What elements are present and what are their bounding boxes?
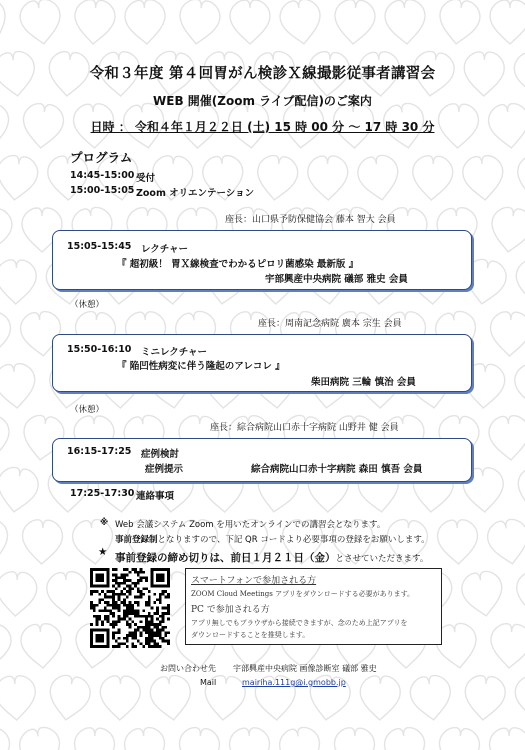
heart-outline-icon bbox=[436, 0, 482, 47]
schedule-label: Zoom オリエンテーション bbox=[136, 188, 255, 199]
heart-outline-icon bbox=[71, 518, 115, 566]
session-chair: 座長：山口県予防保健協会 藤本 智大 会員 bbox=[225, 215, 396, 225]
heart-outline-icon bbox=[360, 676, 401, 721]
heart-outline-icon bbox=[0, 623, 12, 670]
break-label: （休憩） bbox=[70, 300, 105, 310]
heart-outline-icon bbox=[46, 673, 92, 723]
heart-outline-icon bbox=[485, 517, 525, 567]
heart-outline-icon bbox=[514, 675, 525, 721]
session-type: レクチャー bbox=[141, 244, 189, 255]
note-deadline: 事前登録の締め切りは、前日１月２１日（金）とさせていただきます。 bbox=[115, 552, 429, 564]
qr-code[interactable] bbox=[90, 568, 170, 648]
heart-outline-icon bbox=[463, 674, 507, 721]
heart-outline-icon bbox=[123, 726, 167, 750]
session-speaker: 綜合病院山口赤十字病院 森田 慎吾 会員 bbox=[251, 464, 423, 475]
heart-outline-icon bbox=[489, 727, 525, 750]
registration-emphasis: 事前登録制 bbox=[115, 535, 158, 545]
heart-outline-icon bbox=[0, 415, 11, 462]
session-type: ミニレクチャー bbox=[141, 347, 208, 358]
heart-outline-icon bbox=[488, 415, 525, 462]
email-link[interactable]: mairiha.111g@i.gmobb.jp bbox=[242, 678, 346, 687]
heart-outline-icon bbox=[0, 260, 37, 305]
heart-outline-icon bbox=[514, 154, 525, 203]
heart-outline-icon bbox=[45, 570, 89, 617]
heart-outline-icon bbox=[333, 0, 376, 45]
session-time: 15:05-15:45 bbox=[67, 241, 132, 252]
heart-outline-icon bbox=[383, 726, 427, 750]
heart-outline-icon bbox=[278, 0, 324, 47]
heart-outline-icon bbox=[490, 0, 525, 44]
heart-outline-icon bbox=[230, 0, 270, 44]
star-mark: ★ bbox=[98, 546, 108, 558]
heart-outline-icon bbox=[489, 623, 525, 670]
session-speaker: 宇部興産中央病院 礒部 雅史 会員 bbox=[265, 274, 408, 285]
session-title: 『 陥凹性病変に伴う隆起のアレコレ 』 bbox=[117, 361, 285, 372]
contact-label: お問い合わせ先 bbox=[160, 664, 216, 673]
smartphone-heading: スマートフォンで参加される方 bbox=[191, 576, 317, 586]
session-type: 症例検討 bbox=[141, 449, 180, 460]
heart-outline-icon bbox=[461, 154, 505, 201]
note-mark: ※ bbox=[100, 518, 109, 528]
pc-heading: PC で参加される方 bbox=[191, 605, 270, 615]
schedule-time: 17:25-17:30 bbox=[70, 488, 135, 499]
heart-outline-icon bbox=[124, 0, 167, 45]
session-title: 『 超初級！ 胃Ｘ線検査でわかるピロリ菌感染 最新版 』 bbox=[117, 259, 359, 270]
heart-outline-icon bbox=[177, 726, 221, 750]
session-box bbox=[52, 334, 472, 392]
heart-outline-icon bbox=[100, 676, 141, 721]
heart-outline-icon bbox=[17, 725, 64, 750]
heart-outline-icon bbox=[437, 519, 479, 564]
session-box bbox=[52, 438, 472, 482]
program-heading: プログラム bbox=[70, 150, 133, 165]
pc-text-line2: ダウンロードすることを推奨します。 bbox=[191, 631, 310, 639]
heart-outline-icon bbox=[22, 519, 64, 564]
heart-outline-icon bbox=[0, 362, 37, 409]
heart-outline-icon bbox=[0, 0, 14, 50]
heart-outline-icon bbox=[0, 571, 38, 617]
session-box bbox=[52, 230, 472, 290]
page-subtitle: WEB 開催(Zoom ライブ配信)のご案内 bbox=[153, 94, 372, 108]
heart-outline-icon bbox=[0, 517, 12, 567]
heart-outline-icon bbox=[0, 675, 37, 721]
session-subtype: 症例提示 bbox=[145, 464, 184, 475]
smartphone-text: ZOOM Cloud Meetings アプリをダウンロードする必要があります。 bbox=[191, 590, 415, 598]
heart-outline-icon bbox=[20, 623, 63, 670]
session-time: 15:50-16:10 bbox=[67, 344, 132, 355]
event-datetime: 日時 ： 令和４年１月２２日 (土) 15 時 00 分 ～ 17 時 30 分 bbox=[90, 120, 435, 134]
heart-outline-icon bbox=[0, 727, 10, 750]
pc-text-line1: アプリ無しでもブラウザから接続できますが、念のため上記アプリを bbox=[191, 619, 408, 627]
note-online: Web 会議システム Zoom を用いたオンラインでの講習会となります。 bbox=[115, 520, 386, 530]
heart-outline-icon bbox=[277, 725, 324, 750]
heart-outline-icon bbox=[516, 260, 525, 305]
heart-outline-icon bbox=[18, 0, 64, 47]
heart-outline-icon bbox=[513, 362, 525, 409]
heart-outline-icon bbox=[334, 727, 376, 750]
heart-outline-icon bbox=[408, 674, 453, 723]
heart-outline-icon bbox=[488, 206, 525, 255]
heart-outline-icon bbox=[229, 727, 271, 750]
session-speaker: 柴田病院 三輪 慎治 会員 bbox=[311, 377, 416, 388]
schedule-time: 14:45-15:00 bbox=[70, 170, 135, 181]
heart-outline-icon bbox=[176, 0, 222, 47]
heart-outline-icon bbox=[515, 571, 525, 617]
note-registration: 事前登録制となりますので、下記 QR コードより必要事項の登録をお願いします。 bbox=[115, 535, 430, 545]
participation-info-box bbox=[185, 568, 442, 645]
heart-outline-icon bbox=[73, 0, 116, 45]
page-title: 令和３年度 第４回胃がん検診Ｘ線撮影従事者講習会 bbox=[89, 66, 436, 82]
schedule-time: 15:00-15:05 bbox=[70, 185, 135, 196]
contact-org: 宇部興産中央病院 画像診断室 礒部 雅史 bbox=[233, 664, 377, 673]
heart-outline-icon bbox=[0, 311, 11, 356]
heart-outline-icon bbox=[0, 465, 40, 515]
schedule-label: 連絡事項 bbox=[136, 491, 175, 502]
heart-outline-icon bbox=[74, 727, 116, 750]
heart-outline-icon bbox=[0, 206, 14, 255]
schedule-label: 受付 bbox=[136, 173, 156, 184]
mail-label: Mail bbox=[200, 678, 217, 687]
heart-outline-icon bbox=[254, 154, 299, 203]
heart-outline-icon bbox=[490, 311, 525, 356]
heart-outline-icon bbox=[514, 465, 525, 515]
break-label: （休憩） bbox=[70, 405, 105, 415]
heart-outline-icon bbox=[0, 154, 40, 203]
session-chair: 座長：綜合病院山口赤十字病院 山野井 健 会員 bbox=[210, 423, 399, 433]
heart-outline-icon bbox=[307, 156, 348, 201]
session-time: 16:15-17:25 bbox=[67, 446, 132, 457]
heart-outline-icon bbox=[437, 726, 481, 750]
heart-outline-icon bbox=[148, 674, 193, 723]
heart-outline-icon bbox=[460, 569, 506, 619]
session-chair: 座長：周南記念病院 廣本 宗生 会員 bbox=[258, 319, 402, 329]
heart-outline-icon bbox=[356, 153, 402, 203]
heart-outline-icon bbox=[384, 0, 427, 45]
heart-outline-icon bbox=[411, 155, 453, 201]
